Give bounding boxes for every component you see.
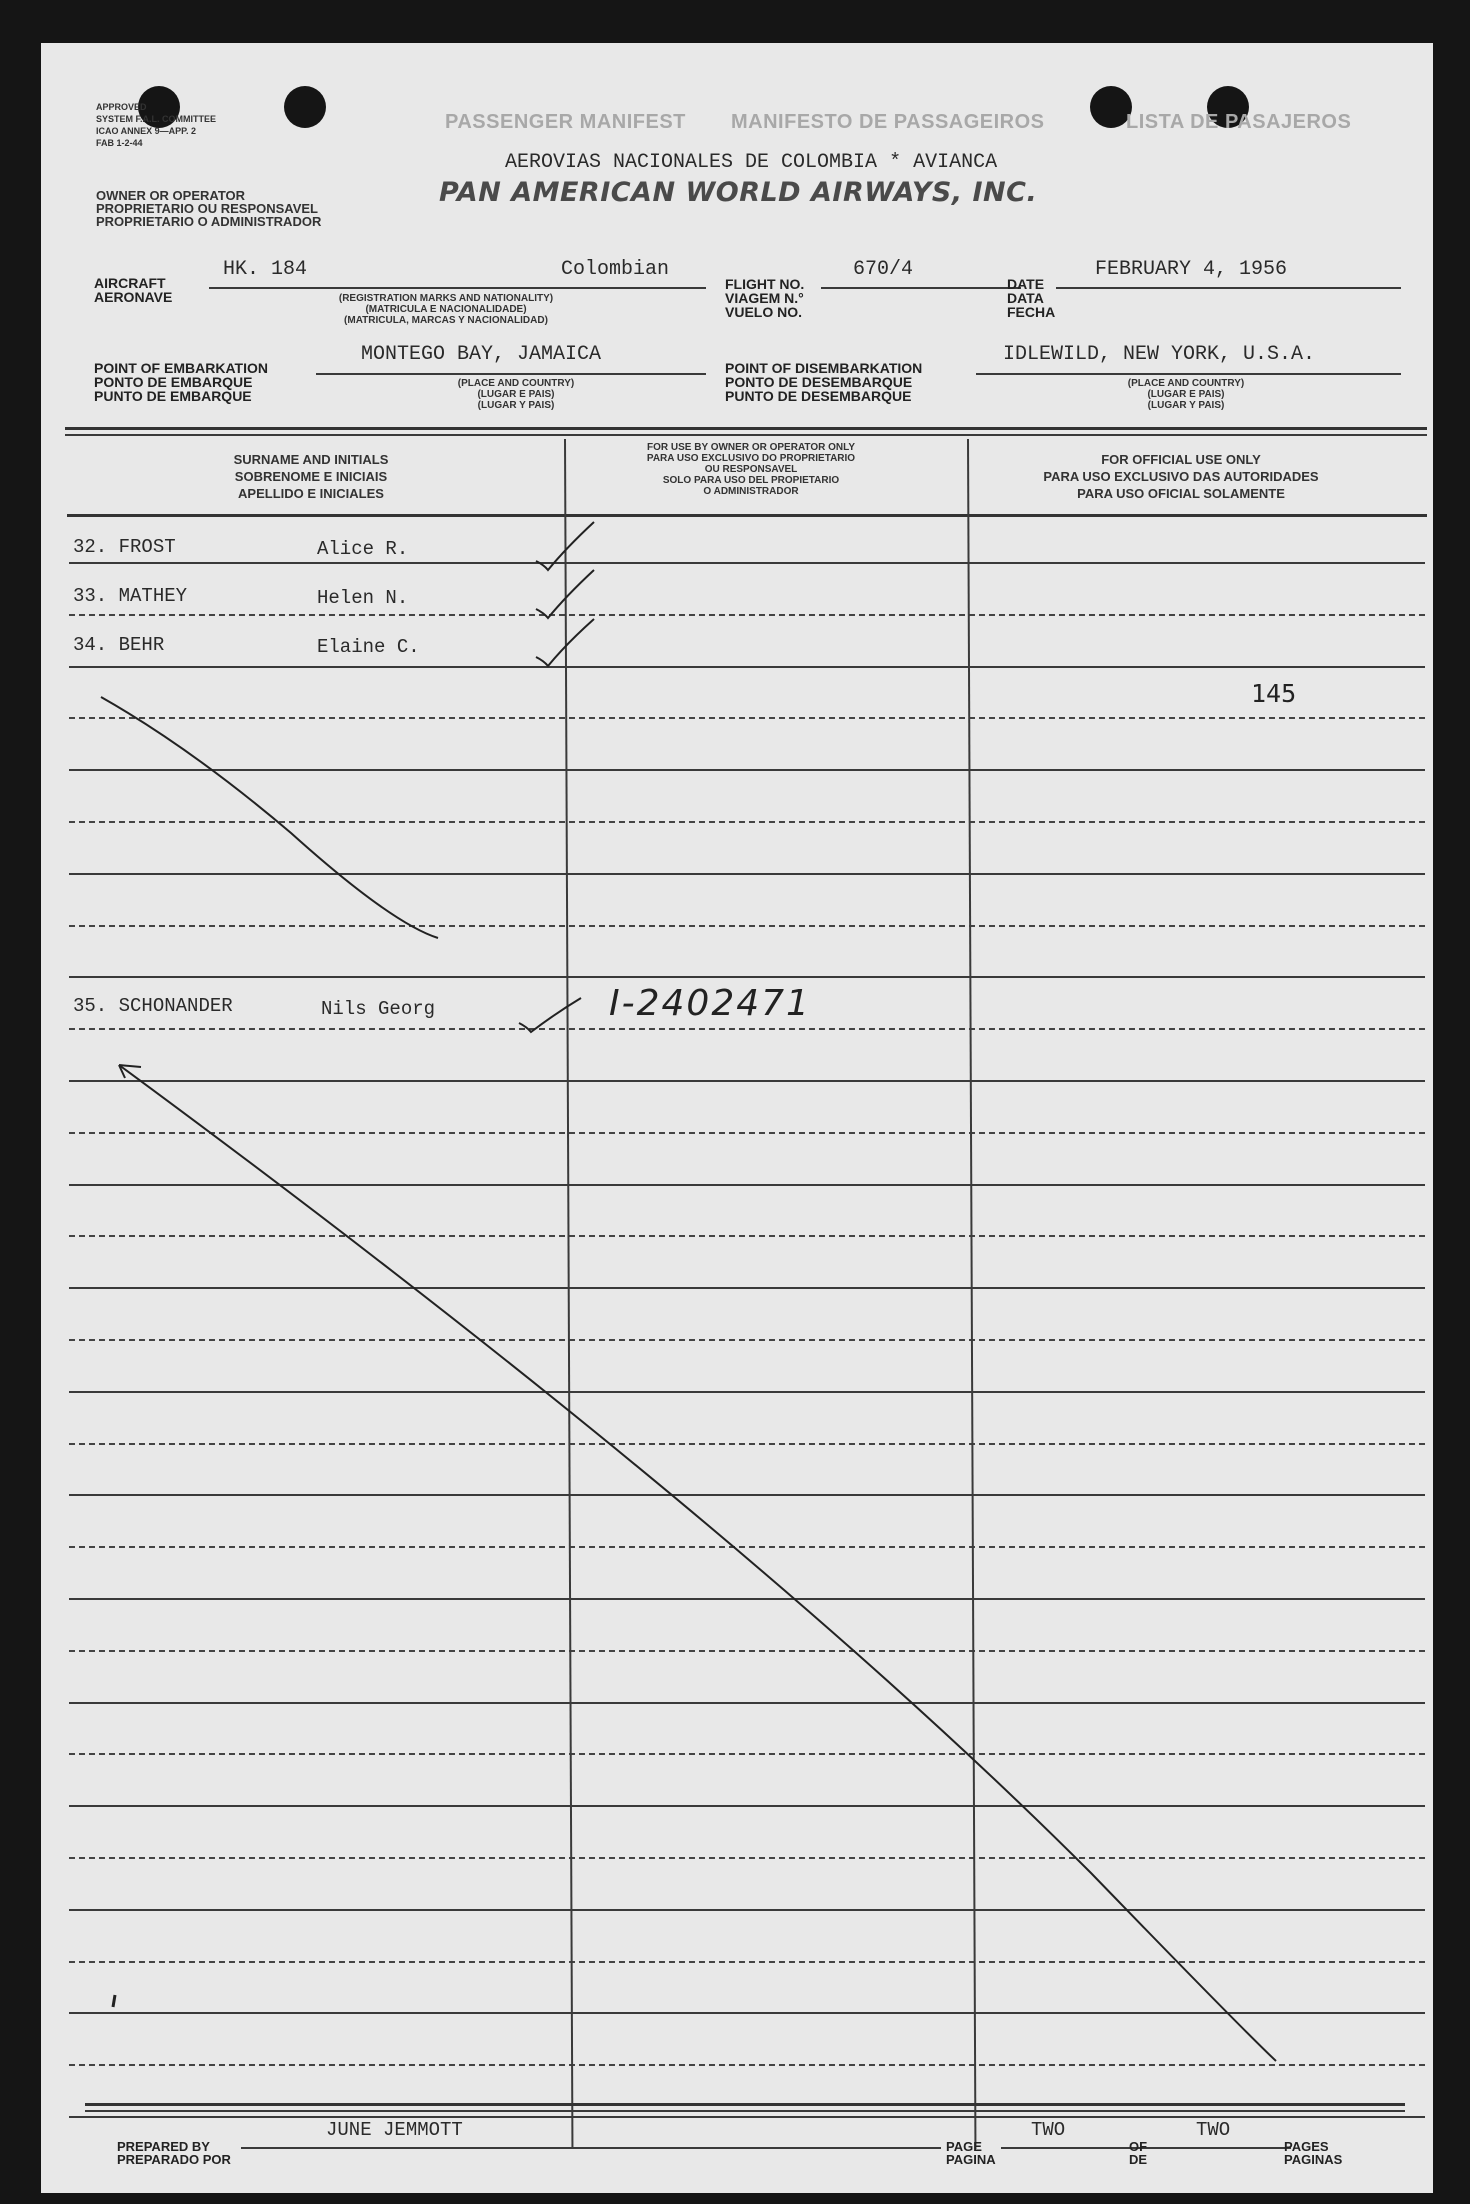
prepared-by-label (117, 2140, 231, 2166)
caption-line: (LUGAR E PAIS) (477, 389, 555, 400)
header-line: APELLIDO E INICIALES (238, 486, 384, 501)
embark-label-en: POINT OF EMBARKATION (94, 360, 268, 376)
passenger-number: 34. (73, 634, 108, 656)
passenger-number: 33. (73, 585, 108, 607)
date-label-en: DATE (1007, 276, 1045, 292)
passenger-number: 35. (73, 995, 108, 1017)
table-bottom-rule (85, 2103, 1405, 2106)
date-label-pt: DATA (1007, 290, 1044, 306)
of-label (1129, 2140, 1147, 2166)
caption-line: (LUGAR Y PAIS) (477, 400, 555, 411)
page-label-pt: PAGINA (946, 2152, 996, 2167)
check-mark-icon (519, 998, 581, 1032)
official-count: 145 (1251, 679, 1297, 708)
aircraft-label-pt: AERONAVE (94, 289, 173, 305)
header-line: SOLO PARA USO DEL PROPIETARIO (662, 475, 840, 486)
pages-label-en: PAGES (1284, 2139, 1329, 2154)
disembark-label-es: PUNTO DE DESEMBARQUE (725, 388, 912, 404)
embark-label-pt: PONTO DE EMBARQUE (94, 374, 253, 390)
approval-line: APPROVED (96, 102, 147, 112)
owner-label-pt: PROPRIETARIO OU RESPONSAVEL (96, 201, 318, 216)
of-underline (1161, 2147, 1291, 2149)
pages-label-pt: PAGINAS (1284, 2152, 1343, 2167)
passenger-surname: BEHR (118, 634, 165, 656)
date-label-es: FECHA (1007, 304, 1056, 320)
handwritten-id: I-2402471 (609, 983, 811, 1024)
passenger-surname: FROST (118, 536, 176, 558)
flight-number: 670/4 (853, 258, 914, 281)
header-line: O ADMINISTRADOR (703, 486, 799, 497)
caption-line: (LUGAR E PAIS) (1147, 389, 1225, 400)
page-number: TWO (1031, 2119, 1066, 2141)
embark-label-es: PUNTO DE EMBARQUE (94, 388, 252, 404)
caption-line: (REGISTRATION MARKS AND NATIONALITY) (338, 293, 554, 304)
cancel-stroke-icon (101, 697, 438, 938)
passenger-given-name: Helen N. (317, 587, 409, 609)
owner-label-en: OWNER OR OPERATOR (96, 188, 246, 203)
title-pt: MANIFESTO DE PASSAGEIROS (731, 111, 1045, 133)
header-line: OU RESPONSAVEL (704, 464, 798, 475)
total-pages: TWO (1196, 2119, 1231, 2141)
prepared-label-pt: PREPARADO POR (117, 2152, 231, 2167)
margin-tick-icon (113, 1995, 115, 2007)
approval-line: SYSTEM F.A.L. COMMITTEE (96, 114, 217, 124)
prepared-by-name: JUNE JEMMOTT (326, 2119, 463, 2141)
caption-line: (MATRICULA E NACIONALIDADE) (365, 304, 527, 315)
disembarkation-place: IDLEWILD, NEW YORK, U.S.A. (1003, 343, 1316, 366)
of-label-en: OF (1129, 2139, 1148, 2154)
caption-line: (MATRICULA, MARCAS Y NACIONALIDAD) (344, 315, 548, 326)
header-line: PARA USO EXCLUSIVO DAS AUTORIDADES (1043, 469, 1319, 484)
check-mark-icon (536, 522, 594, 570)
header-line: SURNAME AND INITIALS (233, 452, 389, 467)
title-es: LISTA DE PASAJEROS (1126, 111, 1352, 133)
flight-label-es: VUELO NO. (725, 304, 803, 320)
check-mark-icon (536, 619, 594, 666)
approval-line: FAB 1-2-44 (96, 138, 143, 148)
page-label-en: PAGE (946, 2139, 982, 2154)
header-line: PARA USO EXCLUSIVO DO PROPRIETARIO (646, 453, 856, 464)
of-label-pt: DE (1129, 2152, 1148, 2167)
disembark-label-en: POINT OF DISEMBARKATION (725, 360, 923, 376)
table-bottom-rule-2 (85, 2110, 1405, 2112)
embarkation-place: MONTEGO BAY, JAMAICA (361, 343, 602, 366)
pen-marks (41, 43, 1433, 2193)
title-en: PASSENGER MANIFEST (445, 111, 686, 133)
operator-line-1: AEROVIAS NACIONALES DE COLOMBIA * AVIANCA (505, 151, 998, 174)
aircraft-nationality: Colombian (561, 258, 670, 281)
approval-line: ICAO ANNEX 9—APP. 2 (96, 126, 197, 136)
flight-label-pt: VIAGEM N.° (725, 290, 804, 306)
header-line: FOR USE BY OWNER OR OPERATOR ONLY (647, 442, 855, 453)
flight-date: FEBRUARY 4, 1956 (1095, 258, 1288, 281)
prepared-label-en: PREPARED BY (117, 2139, 210, 2154)
header-line: FOR OFFICIAL USE ONLY (1101, 452, 1261, 467)
caption-line: (PLACE AND COUNTRY) (457, 378, 575, 389)
passenger-given-name: Elaine C. (317, 636, 420, 658)
manifest-sheet (41, 43, 1433, 2193)
aircraft-registration: HK. 184 (223, 258, 308, 281)
header-line: SOBRENOME E INICIAIS (234, 469, 388, 484)
caption-line: (LUGAR Y PAIS) (1147, 400, 1225, 411)
caption-line: (PLACE AND COUNTRY) (1127, 378, 1245, 389)
disembark-label-pt: PONTO DE DESEMBARQUE (725, 374, 913, 390)
page-label (946, 2140, 996, 2166)
cancel-stroke-icon (119, 1065, 1276, 2061)
passenger-number: 32. (73, 536, 108, 558)
prepared-underline (241, 2147, 941, 2149)
flight-label-en: FLIGHT NO. (725, 276, 805, 292)
passenger-surname: SCHONANDER (118, 995, 233, 1017)
passenger-surname: MATHEY (118, 585, 188, 607)
owner-label-es: PROPRIETARIO O ADMINISTRADOR (96, 214, 322, 229)
operator-line-2: PAN AMERICAN WORLD AIRWAYS, INC. (439, 177, 1038, 208)
check-mark-icon (536, 570, 594, 618)
passenger-given-name: Nils Georg (321, 998, 436, 1020)
passenger-given-name: Alice R. (317, 538, 409, 560)
aircraft-label-en: AIRCRAFT (94, 275, 166, 291)
header-line: PARA USO OFICIAL SOLAMENTE (1077, 486, 1285, 501)
pages-label (1284, 2140, 1342, 2166)
